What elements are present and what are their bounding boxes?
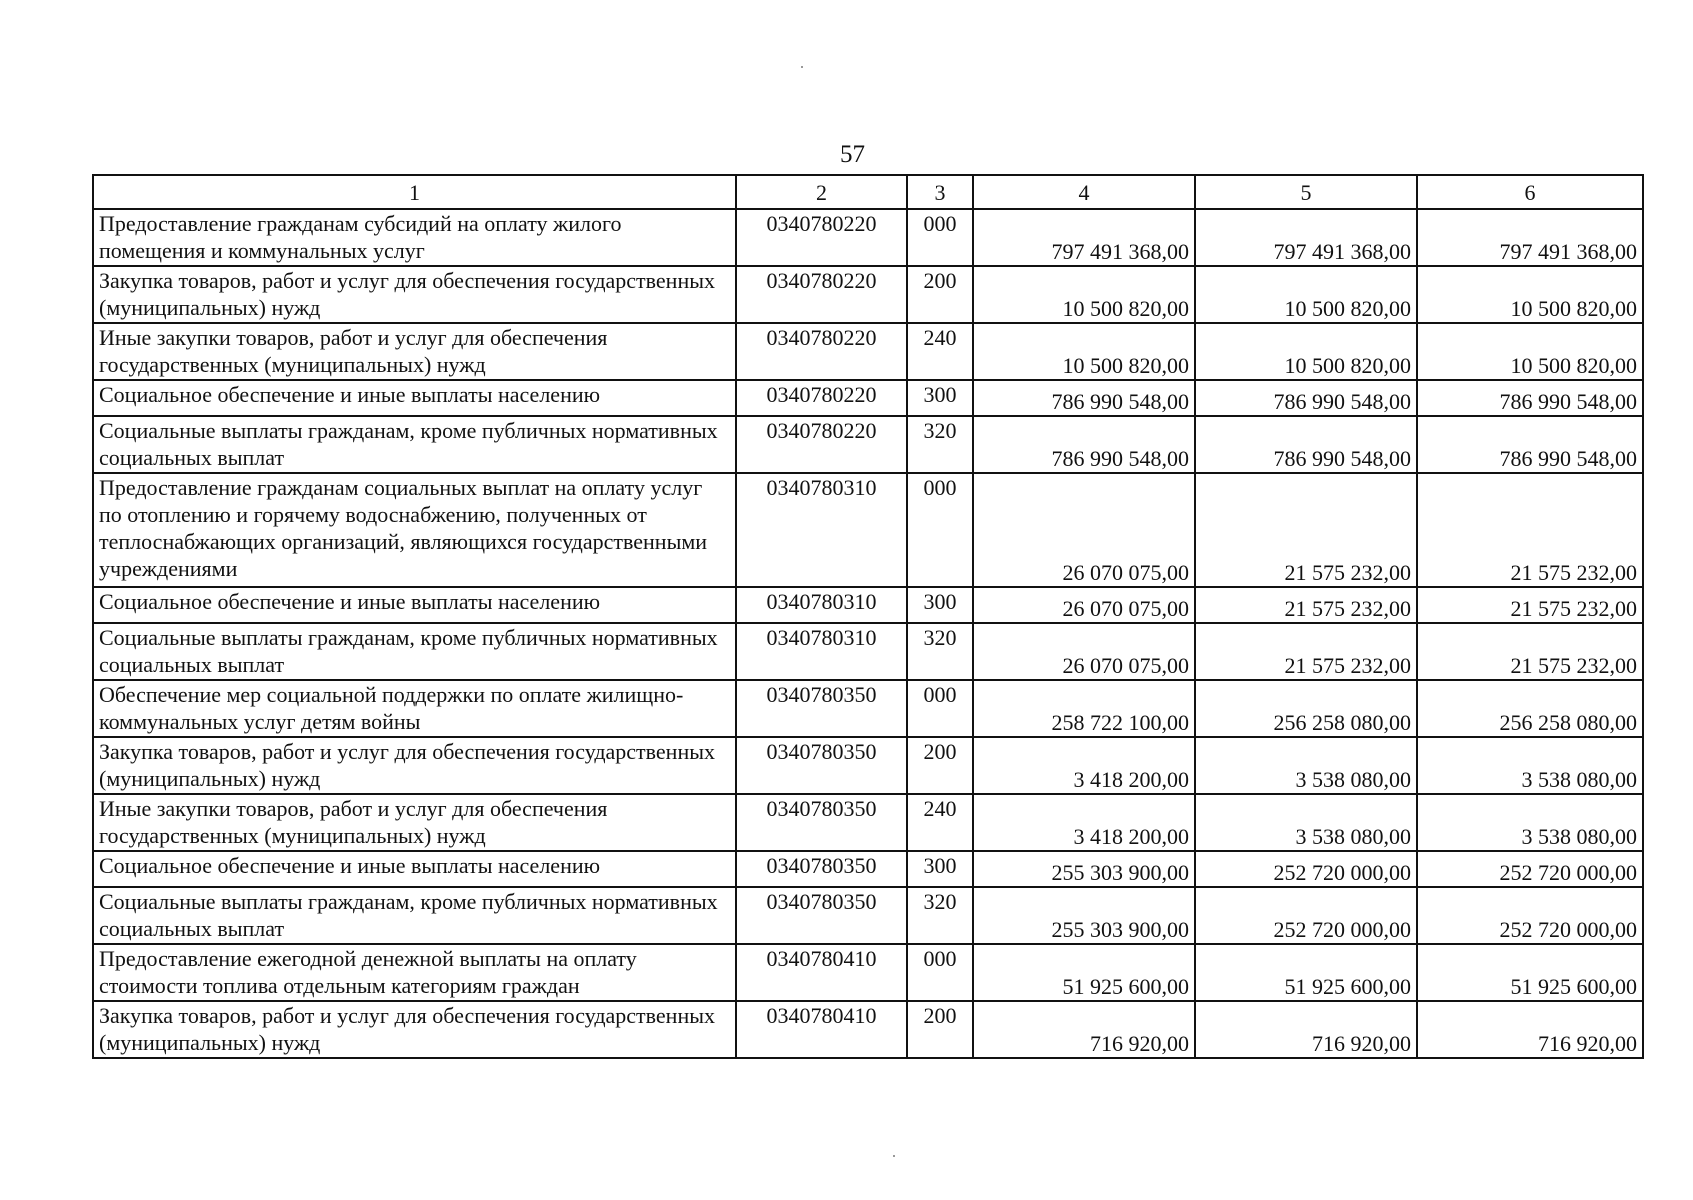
- table-row: [93, 587, 1643, 623]
- amount-column-5: 252 720 000,00: [1195, 887, 1417, 944]
- amount-column-5: 10 500 820,00: [1195, 323, 1417, 380]
- amount-column-4: 255 303 900,00: [973, 851, 1195, 887]
- amount-column-6: 252 720 000,00: [1417, 887, 1643, 944]
- row-description: Иные закупки товаров, работ и услуг для обеспечения государственных (муниципальных) нужд: [93, 323, 736, 380]
- table-row: [93, 623, 1643, 680]
- amount-column-5: 21 575 232,00: [1195, 473, 1417, 587]
- amount-column-6: 10 500 820,00: [1417, 323, 1643, 380]
- column-header-2: 2: [736, 175, 907, 209]
- amount-column-6: 716 920,00: [1417, 1001, 1643, 1058]
- table-row: [93, 851, 1643, 887]
- amount-column-5: 797 491 368,00: [1195, 209, 1417, 266]
- table-row: [93, 737, 1643, 794]
- amount-column-5: 786 990 548,00: [1195, 380, 1417, 416]
- table-row: [93, 944, 1643, 1001]
- expense-type-code: 300: [907, 587, 973, 623]
- column-header-5: 5: [1195, 175, 1417, 209]
- amount-column-4: 255 303 900,00: [973, 887, 1195, 944]
- amount-column-4: 797 491 368,00: [973, 209, 1195, 266]
- expense-type-code: 200: [907, 737, 973, 794]
- target-article-code: 0340780220: [736, 266, 907, 323]
- row-description: Социальные выплаты гражданам, кроме публичных нормативных социальных выплат: [93, 416, 736, 473]
- table-row: [93, 1001, 1643, 1058]
- amount-column-5: 252 720 000,00: [1195, 851, 1417, 887]
- amount-column-4: 10 500 820,00: [973, 323, 1195, 380]
- expense-type-code: 000: [907, 944, 973, 1001]
- target-article-code: 0340780310: [736, 473, 907, 587]
- row-description: Предоставление ежегодной денежной выплаты на оплату стоимости топлива отдельным категориям граждан: [93, 944, 736, 1001]
- expense-type-code: 300: [907, 380, 973, 416]
- expense-type-code: 000: [907, 473, 973, 587]
- amount-column-6: 256 258 080,00: [1417, 680, 1643, 737]
- target-article-code: 0340780220: [736, 209, 907, 266]
- amount-column-4: 26 070 075,00: [973, 623, 1195, 680]
- row-description: Иные закупки товаров, работ и услуг для обеспечения государственных (муниципальных) нужд: [93, 794, 736, 851]
- amount-column-4: 258 722 100,00: [973, 680, 1195, 737]
- amount-column-6: 10 500 820,00: [1417, 266, 1643, 323]
- amount-column-5: 256 258 080,00: [1195, 680, 1417, 737]
- table-row: [93, 380, 1643, 416]
- amount-column-4: 786 990 548,00: [973, 380, 1195, 416]
- column-header-1: 1: [93, 175, 736, 209]
- table-row: [93, 266, 1643, 323]
- target-article-code: 0340780350: [736, 680, 907, 737]
- expense-type-code: 000: [907, 680, 973, 737]
- expense-type-code: 300: [907, 851, 973, 887]
- amount-column-4: 3 418 200,00: [973, 794, 1195, 851]
- target-article-code: 0340780350: [736, 887, 907, 944]
- amount-column-4: 716 920,00: [973, 1001, 1195, 1058]
- page-number: 57: [840, 141, 865, 168]
- expense-type-code: 240: [907, 323, 973, 380]
- column-header-6: 6: [1417, 175, 1643, 209]
- amount-column-5: 21 575 232,00: [1195, 623, 1417, 680]
- amount-column-4: 26 070 075,00: [973, 473, 1195, 587]
- target-article-code: 0340780410: [736, 944, 907, 1001]
- row-description: Социальное обеспечение и иные выплаты населению: [93, 380, 736, 416]
- row-description: Закупка товаров, работ и услуг для обеспечения государственных (муниципальных) нужд: [93, 737, 736, 794]
- expense-type-code: 000: [907, 209, 973, 266]
- expense-type-code: 200: [907, 266, 973, 323]
- budget-table: [92, 174, 1644, 1059]
- expense-type-code: 320: [907, 416, 973, 473]
- amount-column-4: 786 990 548,00: [973, 416, 1195, 473]
- amount-column-6: 252 720 000,00: [1417, 851, 1643, 887]
- row-description: Обеспечение мер социальной поддержки по оплате жилищно-коммунальных услуг детям войны: [93, 680, 736, 737]
- target-article-code: 0340780410: [736, 1001, 907, 1058]
- expense-type-code: 240: [907, 794, 973, 851]
- table-row: [93, 887, 1643, 944]
- amount-column-5: 10 500 820,00: [1195, 266, 1417, 323]
- scan-speck: [893, 1155, 895, 1157]
- expense-type-code: 320: [907, 623, 973, 680]
- target-article-code: 0340780350: [736, 851, 907, 887]
- table-row: [93, 323, 1643, 380]
- table-row: [93, 416, 1643, 473]
- table-row: [93, 680, 1643, 737]
- amount-column-4: 10 500 820,00: [973, 266, 1195, 323]
- amount-column-4: 3 418 200,00: [973, 737, 1195, 794]
- amount-column-6: 21 575 232,00: [1417, 473, 1643, 587]
- amount-column-5: 21 575 232,00: [1195, 587, 1417, 623]
- amount-column-6: 21 575 232,00: [1417, 587, 1643, 623]
- amount-column-6: 786 990 548,00: [1417, 380, 1643, 416]
- row-description: Социальное обеспечение и иные выплаты населению: [93, 851, 736, 887]
- table-row: [93, 794, 1643, 851]
- amount-column-6: 21 575 232,00: [1417, 623, 1643, 680]
- column-header-4: 4: [973, 175, 1195, 209]
- target-article-code: 0340780350: [736, 737, 907, 794]
- column-header-3: 3: [907, 175, 973, 209]
- row-description: Закупка товаров, работ и услуг для обеспечения государственных (муниципальных) нужд: [93, 1001, 736, 1058]
- amount-column-5: 786 990 548,00: [1195, 416, 1417, 473]
- target-article-code: 0340780310: [736, 623, 907, 680]
- row-description: Социальное обеспечение и иные выплаты населению: [93, 587, 736, 623]
- target-article-code: 0340780220: [736, 380, 907, 416]
- amount-column-6: 3 538 080,00: [1417, 794, 1643, 851]
- row-description: Предоставление гражданам субсидий на оплату жилого помещения и коммунальных услуг: [93, 209, 736, 266]
- amount-column-5: 716 920,00: [1195, 1001, 1417, 1058]
- row-description: Социальные выплаты гражданам, кроме публичных нормативных социальных выплат: [93, 887, 736, 944]
- amount-column-6: 797 491 368,00: [1417, 209, 1643, 266]
- amount-column-5: 51 925 600,00: [1195, 944, 1417, 1001]
- amount-column-5: 3 538 080,00: [1195, 737, 1417, 794]
- table-row: [93, 209, 1643, 266]
- row-description: Закупка товаров, работ и услуг для обеспечения государственных (муниципальных) нужд: [93, 266, 736, 323]
- amount-column-6: 3 538 080,00: [1417, 737, 1643, 794]
- target-article-code: 0340780220: [736, 323, 907, 380]
- row-description: Социальные выплаты гражданам, кроме публичных нормативных социальных выплат: [93, 623, 736, 680]
- table-header-row: [93, 175, 1643, 209]
- amount-column-4: 51 925 600,00: [973, 944, 1195, 1001]
- scan-speck: [801, 66, 803, 68]
- amount-column-6: 786 990 548,00: [1417, 416, 1643, 473]
- row-description: Предоставление гражданам социальных выплат на оплату услуг по отоплению и горячему водоснабжению, полученных от теплоснабжающих организаций, являющихся государственными учреждениями: [93, 473, 736, 587]
- target-article-code: 0340780350: [736, 794, 907, 851]
- target-article-code: 0340780220: [736, 416, 907, 473]
- target-article-code: 0340780310: [736, 587, 907, 623]
- expense-type-code: 320: [907, 887, 973, 944]
- amount-column-5: 3 538 080,00: [1195, 794, 1417, 851]
- expense-type-code: 200: [907, 1001, 973, 1058]
- amount-column-6: 51 925 600,00: [1417, 944, 1643, 1001]
- table-row: [93, 473, 1643, 587]
- amount-column-4: 26 070 075,00: [973, 587, 1195, 623]
